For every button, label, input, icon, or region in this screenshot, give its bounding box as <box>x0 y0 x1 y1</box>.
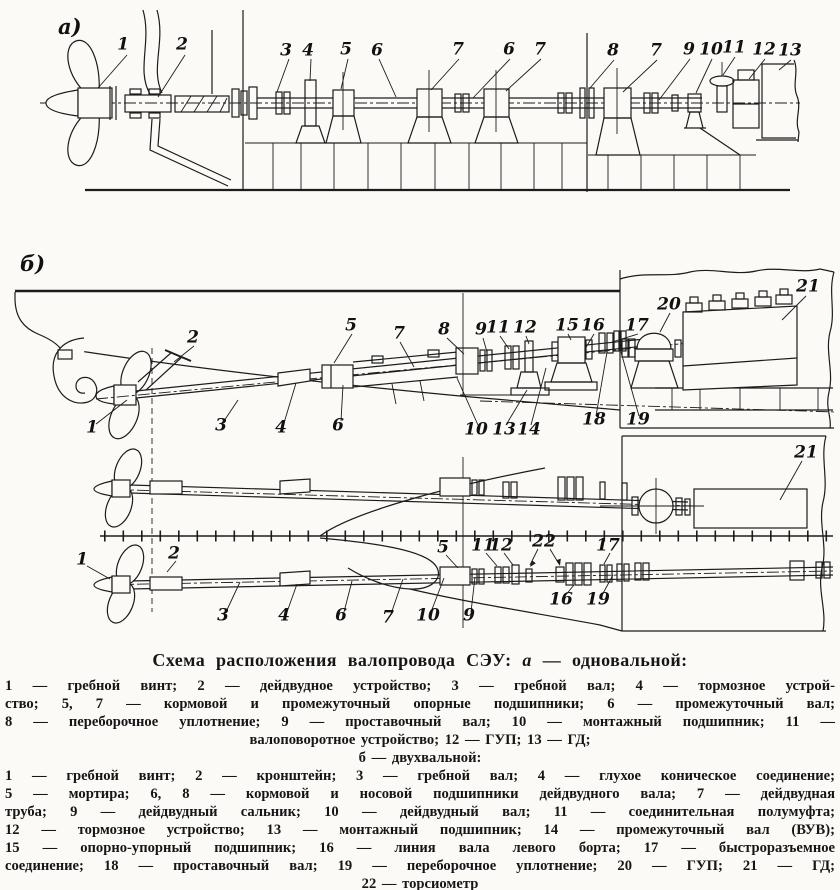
panel-label-b: б) <box>20 251 46 276</box>
callout-6: 6 <box>335 605 347 626</box>
callout-20: 20 <box>657 294 681 315</box>
callout-5: 5 <box>437 537 449 558</box>
callout-1: 1 <box>117 34 129 55</box>
legend-b-line: 12 — тормозное устройство; 13 — монтажный подшипник; 14 — промежуточный вал (ВУВ); <box>5 822 835 838</box>
callout-10: 10 <box>464 419 488 440</box>
legend-a-line: валоповоротное устройство; 12 — ГУП; 13 — ГД; <box>249 732 591 748</box>
callout-17: 17 <box>596 535 620 556</box>
cone-coupling-4b <box>278 369 310 386</box>
sterntube-7b <box>353 350 458 404</box>
foundation-a <box>245 143 756 190</box>
legend-b-line: труба; 9 — дейдвудный сальник; 10 — дейдвудный вал; 11 — соединительная полумуфта; <box>5 804 835 820</box>
callout-16: 16 <box>549 589 573 610</box>
main-engine-13a <box>700 60 799 155</box>
callout-4: 4 <box>302 40 314 61</box>
callout-19: 19 <box>626 409 650 430</box>
legend-b-subtitle: б — двухвальной: <box>358 750 482 766</box>
callout-12: 12 <box>513 317 537 338</box>
callout-10: 10 <box>699 39 723 60</box>
callout-8: 8 <box>438 319 450 340</box>
legend-b <box>5 767 835 890</box>
legend-b-line: соединение; 18 — проставочный вал; 19 — переборочное уплотнение; 20 — ГУП; 21 — ГД; <box>5 858 835 874</box>
callout-11: 11 <box>471 535 495 556</box>
callout-4: 4 <box>278 605 290 626</box>
legend-a <box>5 677 835 749</box>
callout-7: 7 <box>382 607 394 628</box>
callout-2: 2 <box>168 543 180 564</box>
callout-12: 12 <box>489 535 513 556</box>
callout-11: 11 <box>486 317 510 338</box>
brake-4a <box>296 80 325 143</box>
callout-3: 3 <box>215 415 227 436</box>
callout-9: 9 <box>463 605 475 626</box>
hull-contours-plan <box>320 457 622 631</box>
legend-a-line: 8 — переборочное уплотнение; 9 — проставочный вал; 10 — монтажный подшипник; 11 — <box>5 714 835 730</box>
mounting-bearing-10a <box>684 94 706 128</box>
callout-6: 6 <box>503 39 515 60</box>
caption-title <box>5 650 835 671</box>
callout-6: 6 <box>371 40 383 61</box>
callout-9: 9 <box>475 319 487 340</box>
legend-b-line: 15 — опорно-упорный подшипник; 16 — линия вала левого борта; 17 — быстроразъемное <box>5 840 835 856</box>
callout-3: 3 <box>217 605 229 626</box>
callout-4: 4 <box>275 417 287 438</box>
callout-3: 3 <box>280 40 292 61</box>
sterntube-a <box>125 10 257 190</box>
callout-22: 22 <box>532 531 556 552</box>
caption-title-main: Схема расположения валопровода СЭУ: <box>152 650 512 670</box>
callout-16: 16 <box>581 315 605 336</box>
callout-5: 5 <box>340 39 352 60</box>
legend-b-line: 22 — торсиометр <box>361 876 479 890</box>
callout-21: 21 <box>794 442 818 463</box>
callout-8: 8 <box>607 40 619 61</box>
legend-b-line: 1 — гребной винт; 2 — кронштейн; 3 — гребной вал; 4 — глухое коническое соединение; <box>5 768 835 784</box>
callout-15: 15 <box>555 315 579 336</box>
legend-b-line: 5 — мортира; 6, 8 — кормовой и носовой подшипники дейдвудного вала; 7 — дейдвудная <box>5 786 835 802</box>
callout-7: 7 <box>393 323 405 344</box>
main-engine-21b <box>683 289 797 390</box>
mortar-5b <box>322 365 353 388</box>
bulkhead-seal-8a <box>580 33 594 192</box>
callout-13: 13 <box>492 419 516 440</box>
callout-7: 7 <box>650 40 662 61</box>
propeller-starboard <box>94 445 147 531</box>
gup-20b <box>622 333 689 388</box>
callout-1: 1 <box>76 549 88 570</box>
callout-17: 17 <box>625 315 649 336</box>
caption-title-tail: — одновальной: <box>531 650 688 670</box>
propeller-a <box>46 40 116 165</box>
callout-7: 7 <box>452 39 464 60</box>
callout-6: 6 <box>332 415 344 436</box>
gup-12a <box>733 70 759 128</box>
panel-label-a: а) <box>58 14 82 39</box>
bearing-7a <box>408 70 451 143</box>
legend-a-line: ство; 5, 7 — кормовой и промежуточный опорные подшипники; 6 — промежуточный вал; <box>5 696 835 712</box>
callout-11: 11 <box>722 37 746 58</box>
callout-14: 14 <box>517 419 541 440</box>
figure-caption <box>0 648 840 890</box>
callout-10: 10 <box>416 605 440 626</box>
torsiometer-22-marks <box>526 567 564 582</box>
callout-19: 19 <box>586 589 610 610</box>
leader-lines-a <box>98 55 791 100</box>
diagram-c-plan-view <box>87 436 833 631</box>
callout-21: 21 <box>796 276 820 297</box>
callout-13: 13 <box>778 40 802 61</box>
callout-18: 18 <box>582 409 606 430</box>
legend-a-line: 1 — гребной винт; 2 — дейдвудное устройство; 3 — гребной вал; 4 — тормозное устрой- <box>5 678 835 694</box>
callout-9: 9 <box>683 39 695 60</box>
caption-title-variant-a: а <box>522 650 532 670</box>
callout-1: 1 <box>86 417 98 438</box>
diagram-a-single-shaft <box>40 10 800 192</box>
bearing-7b <box>475 70 518 143</box>
engine-room-outline-plan <box>622 436 826 631</box>
callout-7: 7 <box>534 39 546 60</box>
callout-2: 2 <box>187 327 199 348</box>
bearing-7c <box>596 68 640 155</box>
bearing-8b <box>456 348 478 374</box>
callout-2: 2 <box>176 34 188 55</box>
propeller-b <box>96 347 157 444</box>
callout-5: 5 <box>345 315 357 336</box>
turning-gear-11a <box>710 62 734 112</box>
callout-12: 12 <box>752 39 776 60</box>
